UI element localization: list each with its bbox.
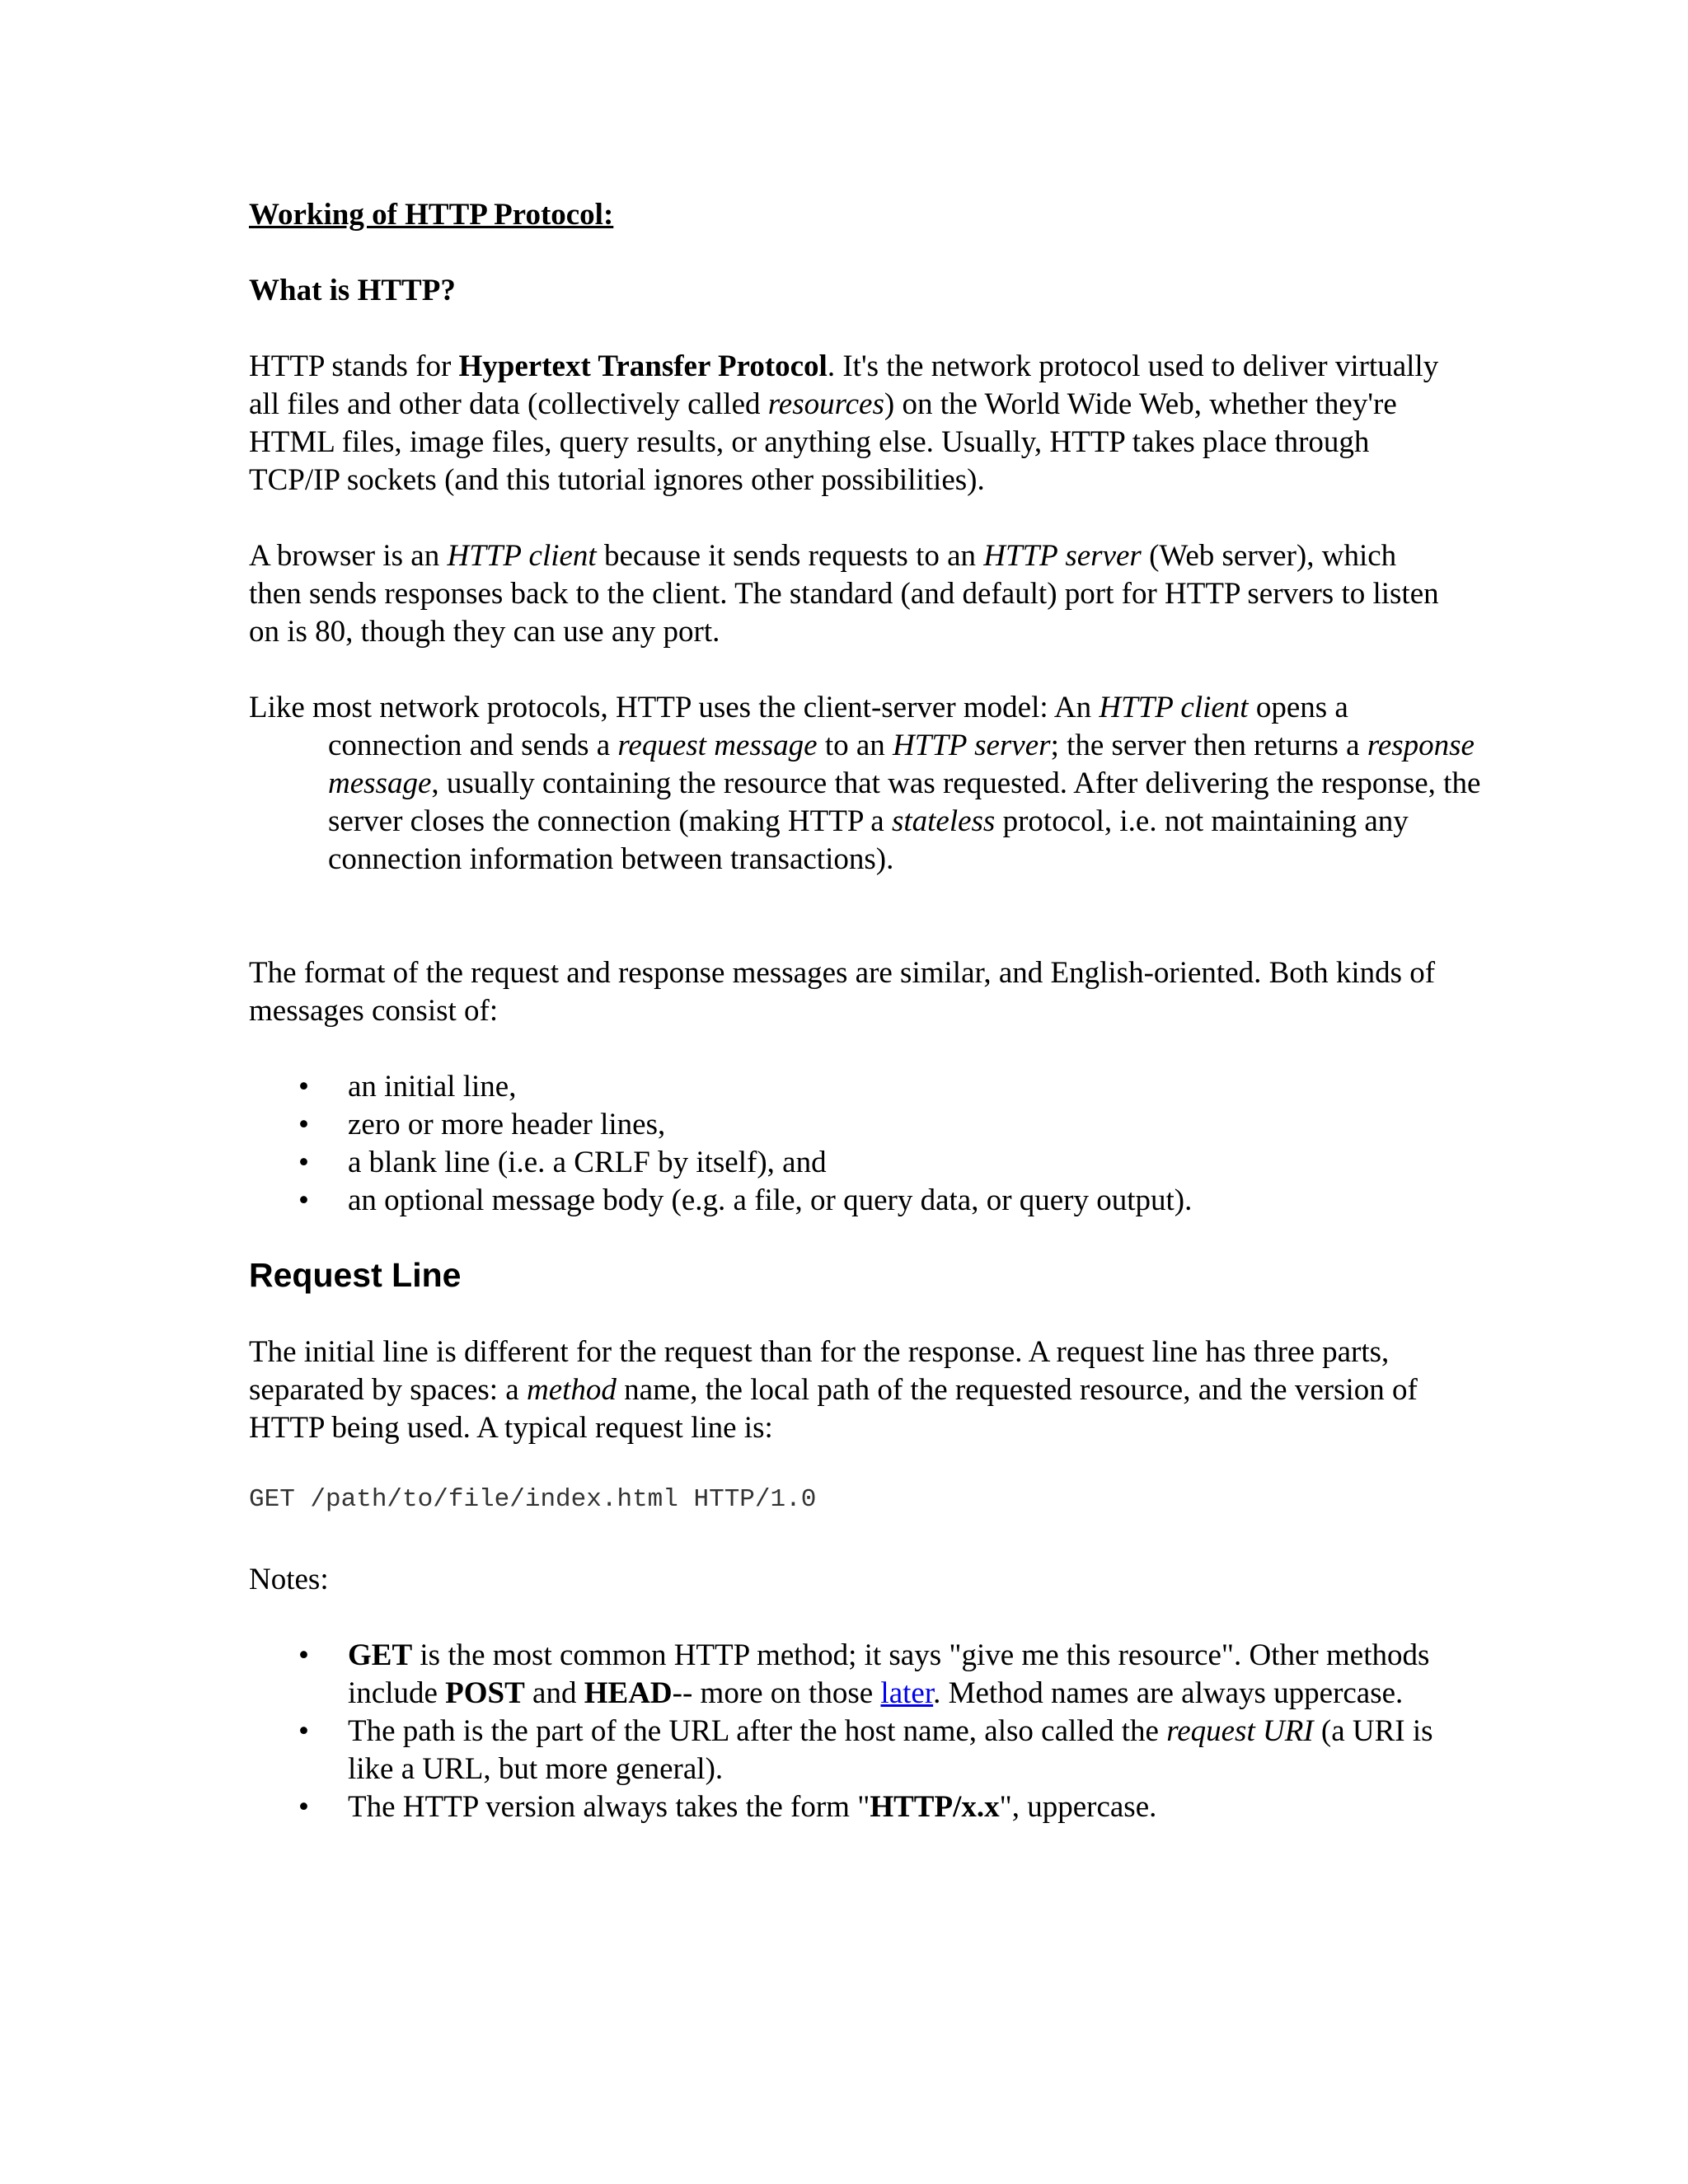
list-item: • The path is the part of the URL after the host name, also called the request URI (a URI is like a URL, but more general). <box>298 1714 1433 1786</box>
bullet-icon: • <box>298 1070 309 1104</box>
bullet-icon: • <box>298 1638 309 1672</box>
bullet-icon: • <box>298 1108 309 1141</box>
list-item: • an initial line, <box>249 1068 1444 1106</box>
paragraph-http-definition: HTTP stands for Hypertext Transfer Protocol. It's the network protocol used to deliver virtually all files and other data (collectively called resources) on the World Wide Web, whether they're HTML files, image files, query results, or anything else. Usually, HTTP takes place through TCP/IP sockets (and this tutorial ignores other possibilities). <box>249 349 1439 497</box>
document-title: Working of HTTP Protocol: <box>249 198 614 232</box>
bullet-icon: • <box>298 1790 309 1824</box>
paragraph-request-line-intro: The initial line is different for the request than for the response. A request line has three parts, separated by spaces: a method name, the local path of the requested resource, and the version of HTTP being used. A typical request line is: <box>249 1335 1418 1445</box>
request-line-example: GET /path/to/file/index.html HTTP/1.0 <box>249 1485 817 1514</box>
section-heading-request-line: Request Line <box>249 1256 462 1294</box>
paragraph-message-format: The format of the request and response messages are similar, and English-oriented. Both kinds of messages consist of: <box>249 956 1436 1028</box>
subheading-what-is-http: What is HTTP? <box>249 274 456 307</box>
notes-label: Notes: <box>249 1563 329 1596</box>
paragraph-client-server-model: Like most network protocols, HTTP uses the client-server model: An HTTP client opens a connection and sends a request message to an HTTP server; the server then returns a response message, usually containing the resource that was requested. After delivering the response, the server closes the connection (making HTTP a stateless protocol, i.e. not maintaining any connection information between transactions). <box>249 691 1481 876</box>
later-link[interactable]: later <box>880 1676 934 1710</box>
bullet-icon: • <box>298 1183 309 1217</box>
list-item: • an optional message body (e.g. a file, or query data, or query output). <box>249 1182 1444 1220</box>
list-item: • zero or more header lines, <box>249 1106 1444 1144</box>
message-parts-list <box>249 1068 1444 1220</box>
notes-list <box>249 1637 1444 1826</box>
paragraph-browser-client: A browser is an HTTP client because it sends requests to an HTTP server (Web server), which then sends responses back to the client. The standard (and default) port for HTTP servers to listen on is 80, though they can use any port. <box>249 539 1439 649</box>
bullet-icon: • <box>298 1714 309 1748</box>
list-item: • a blank line (i.e. a CRLF by itself), and <box>249 1144 1444 1182</box>
bullet-icon: • <box>298 1146 309 1179</box>
list-item: • The HTTP version always takes the form "HTTP/x.x", uppercase. <box>249 1788 1444 1826</box>
list-item: • GET is the most common HTTP method; it says "give me this resource". Other methods include POST and HEAD-- more on those later. Method names are always uppercase. <box>298 1638 1430 1710</box>
